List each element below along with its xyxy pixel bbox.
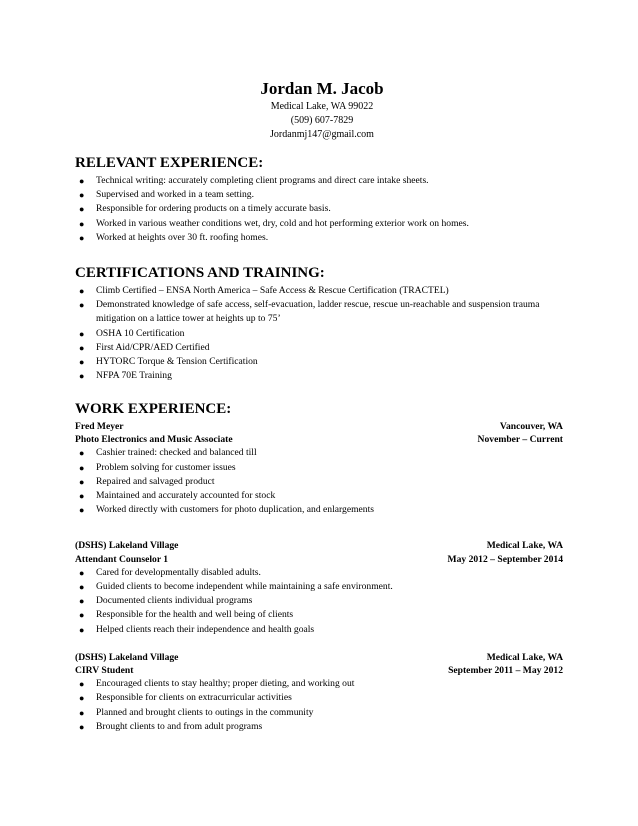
bullet-icon: ● bbox=[79, 721, 85, 732]
employer: (DSHS) Lakeland Village bbox=[75, 651, 179, 663]
bullet-icon: ● bbox=[79, 693, 85, 704]
section-title: RELEVANT EXPERIENCE: bbox=[75, 155, 264, 171]
job-dates: September 2011 – May 2012 bbox=[448, 665, 563, 677]
job-location: Vancouver, WA bbox=[499, 421, 563, 432]
relevant-experience-section bbox=[75, 154, 563, 245]
list-item: ● Worked in various weather conditions wet, dry, cold and hot performing exterior work on homes. bbox=[75, 217, 563, 231]
list-item: ● Repaired and salvaged product bbox=[75, 475, 563, 489]
list-item: ● Maintained and accurately accounted for stock bbox=[75, 489, 563, 503]
bullet-icon: ● bbox=[79, 300, 85, 311]
bullet-icon: ● bbox=[79, 567, 85, 578]
job-position: CIRV Student bbox=[75, 665, 134, 677]
list-item: ● Supervised and worked in a team setting. bbox=[75, 188, 563, 202]
phone: (509) 607-7829 bbox=[290, 115, 354, 126]
bullet-icon: ● bbox=[79, 190, 85, 201]
list-item: ● Problem solving for customer issues bbox=[75, 461, 563, 475]
bullet-icon: ● bbox=[79, 462, 85, 473]
list-item: ● Brought clients to and from adult programs bbox=[75, 720, 563, 734]
employer: (DSHS) Lakeland Village bbox=[75, 540, 179, 552]
section-title: CERTIFICATIONS AND TRAINING: bbox=[75, 265, 325, 281]
job-location: Medical Lake, WA bbox=[486, 540, 563, 552]
list-item: ● Worked directly with customers for photo duplication, and enlargements bbox=[75, 503, 563, 517]
relevant-list bbox=[75, 174, 563, 245]
list-item: ● Encouraged clients to stay healthy; proper dieting, and working out bbox=[75, 677, 563, 691]
bullet-icon: ● bbox=[79, 218, 85, 229]
job-position: Attendant Counselor 1 bbox=[75, 553, 169, 565]
address: Medical Lake, WA 99022 bbox=[270, 101, 374, 112]
list-item: ● Technical writing: accurately completing client programs and direct care intake sheets. bbox=[75, 174, 563, 188]
bullet-icon: ● bbox=[79, 505, 85, 516]
bullet-icon: ● bbox=[79, 357, 85, 368]
bullet-icon: ● bbox=[79, 342, 85, 353]
bullet-icon: ● bbox=[79, 176, 85, 186]
list-item: ● Responsible for ordering products on a timely accurate basis. bbox=[75, 202, 563, 216]
email: Jordanmj147@gmail.com bbox=[270, 129, 374, 140]
bullet-icon: ● bbox=[79, 476, 85, 487]
job-position: Photo Electronics and Music Associate bbox=[75, 434, 233, 446]
list-item: ● Guided clients to become independent while maintaining a safe environment. bbox=[75, 580, 563, 594]
bullet-icon: ● bbox=[79, 679, 85, 690]
certifications-list bbox=[75, 284, 563, 383]
list-item: ● Helped clients reach their independence and health goals bbox=[75, 623, 563, 637]
list-item: ● First Aid/CPR/AED Certified bbox=[75, 341, 563, 355]
list-item: ● Documented clients individual programs bbox=[75, 594, 563, 608]
certifications-section bbox=[75, 264, 563, 383]
bullet-icon: ● bbox=[79, 582, 85, 593]
bullet-icon: ● bbox=[79, 204, 85, 215]
list-item: ● OSHA 10 Certification bbox=[75, 327, 563, 341]
list-item: ● Demonstrated knowledge of safe access, self-evacuation, ladder rescue, rescue un-reachable and suspension trauma mitigation on a lattice tower at heights up to 75’ bbox=[79, 299, 540, 325]
section-title: WORK EXPERIENCE: bbox=[75, 401, 232, 417]
job-entry bbox=[75, 420, 563, 517]
candidate-name: Jordan M. Jacob bbox=[260, 79, 384, 98]
job-dates: May 2012 – September 2014 bbox=[447, 553, 563, 565]
bullet-icon: ● bbox=[79, 491, 85, 502]
bullet-icon: ● bbox=[79, 328, 85, 339]
bullet-icon: ● bbox=[79, 232, 85, 243]
duties-list bbox=[75, 566, 563, 637]
list-item: ● Cared for developmentally disabled adults. bbox=[75, 566, 563, 580]
list-item: ● Responsible for the health and well being of clients bbox=[75, 608, 563, 622]
job-dates: November – Current bbox=[477, 434, 563, 446]
list-item: ● Worked at heights over 30 ft. roofing homes. bbox=[75, 231, 563, 245]
list-item: ● Cashier trained: checked and balanced till bbox=[75, 446, 563, 460]
job-location: Medical Lake, WA bbox=[486, 651, 563, 663]
bullet-icon: ● bbox=[79, 610, 85, 621]
resume-header bbox=[0, 78, 638, 142]
job-entry bbox=[75, 539, 563, 636]
bullet-icon: ● bbox=[79, 596, 85, 607]
list-item: ● Planned and brought clients to outings in the community bbox=[75, 706, 563, 720]
duties-list bbox=[75, 677, 563, 734]
employer: Fred Meyer bbox=[75, 421, 124, 432]
bullet-icon: ● bbox=[79, 707, 85, 718]
bullet-icon: ● bbox=[79, 371, 85, 382]
list-item: ● NFPA 70E Training bbox=[75, 369, 563, 383]
work-experience-section bbox=[75, 400, 563, 748]
job-entry bbox=[75, 651, 563, 734]
bullet-icon: ● bbox=[79, 448, 85, 459]
list-item: ● Responsible for clients on extracurricular activities bbox=[75, 691, 563, 705]
bullet-icon: ● bbox=[79, 286, 85, 296]
bullet-icon: ● bbox=[79, 624, 85, 635]
list-item: ● Climb Certified – ENSA North America – Safe Access & Rescue Certification (TRACTEL) bbox=[75, 284, 563, 298]
list-item: ● HYTORC Torque & Tension Certification bbox=[75, 355, 563, 369]
duties-list bbox=[75, 446, 563, 517]
